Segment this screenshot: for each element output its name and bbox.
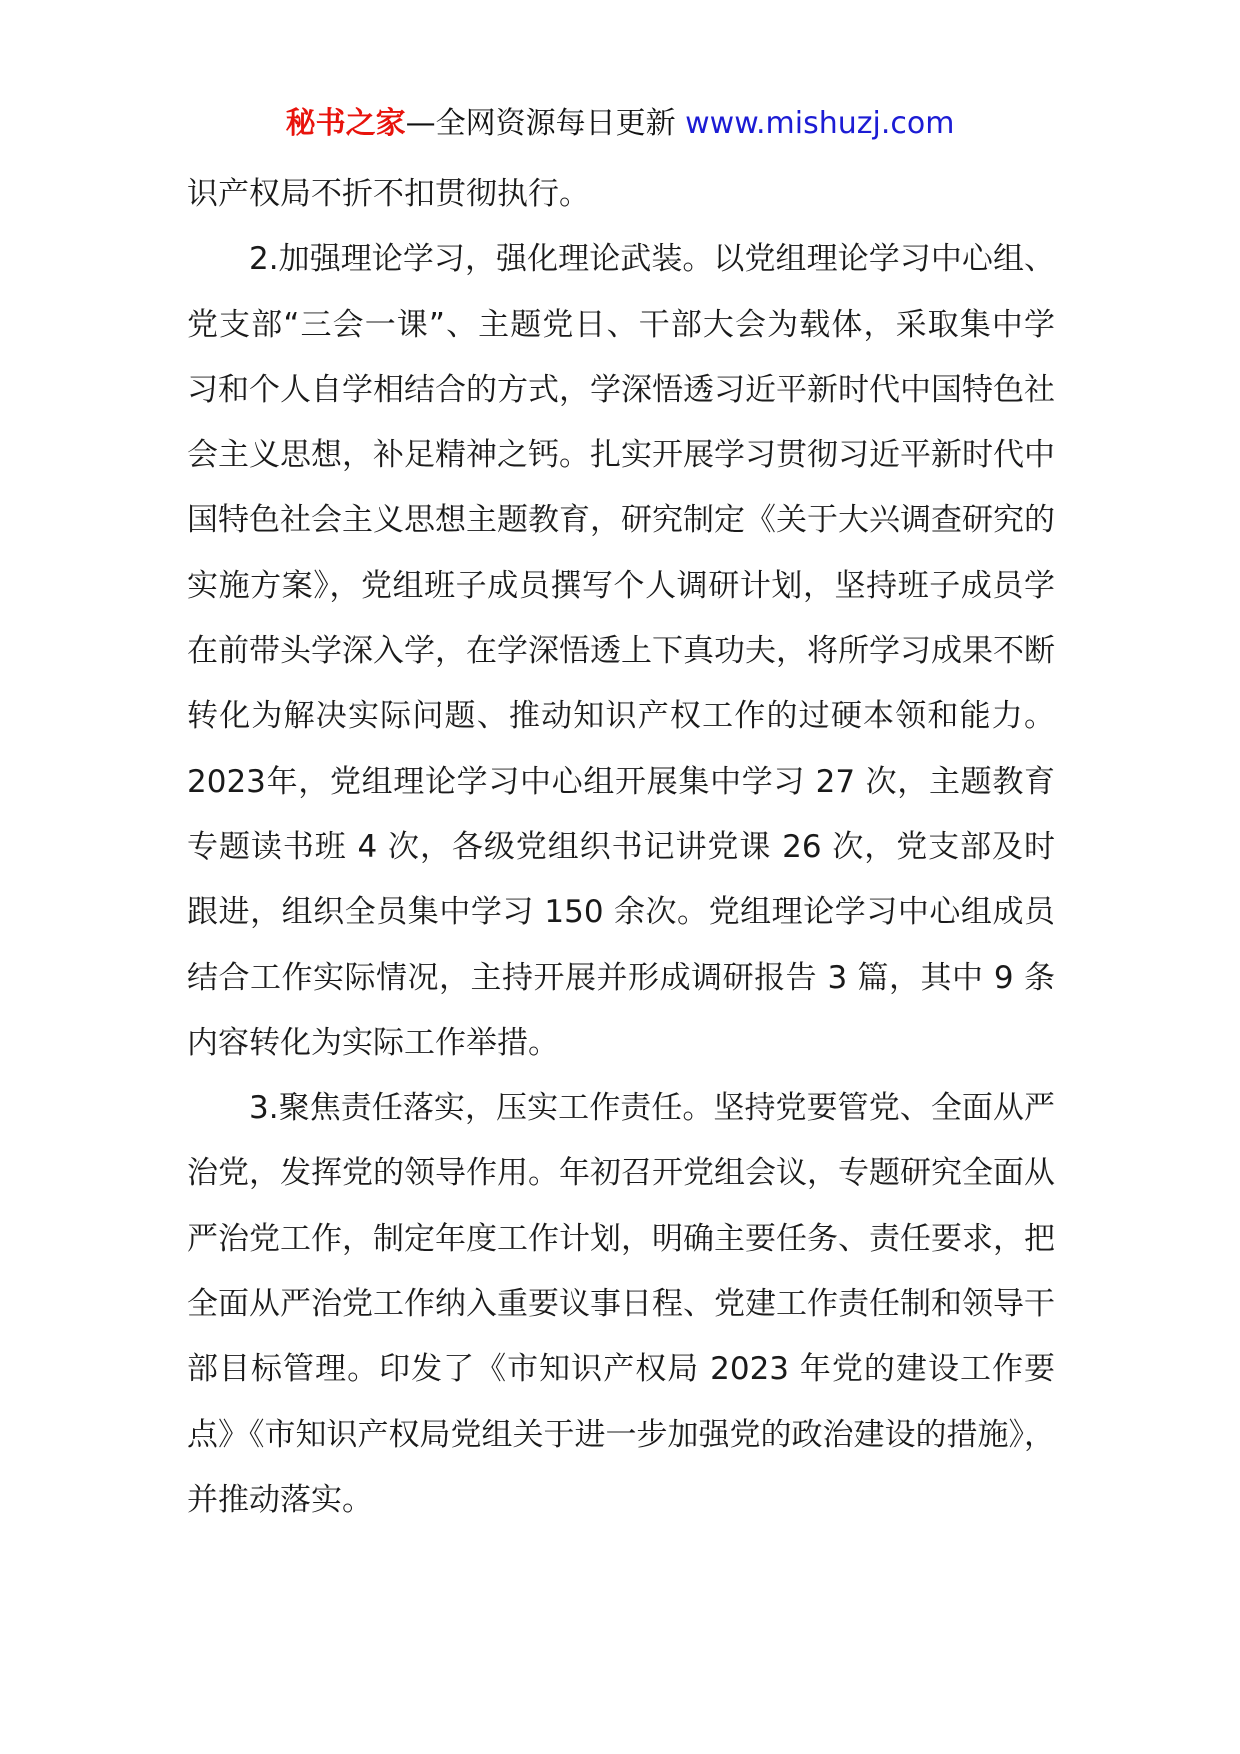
header-tagline: —全网资源每日更新 (405, 106, 686, 141)
document-body (187, 162, 1055, 1533)
paragraph-responsibility: 3.聚焦责任落实，压实工作责任。坚持党要管党、全面从严治党，发挥党的领导作用。年初召开党组会议，专题研究全面从严治党工作，制定年度工作计划，明确主要任务、责任要求，把全面从严治党工作纳入重要议事日程、党建工作责任制和领导干部目标管理。印发了《市知识产权局 2023 年党的建设工作要点》《市知识产权局党组关于进一步加强党的政治建设的措施》，并推动落实。 (187, 1090, 1055, 1518)
brand-name: 秘书之家 (285, 106, 406, 141)
watermark-header (0, 100, 1240, 148)
paragraph-continuation: 识产权局不折不扣贯彻执行。 (187, 176, 590, 212)
site-url[interactable]: www.mishuzj.com (685, 106, 955, 141)
paragraph-theory-study: 2.加强理论学习，强化理论武装。以党组理论学习中心组、党支部“三会一课”、主题党日、干部大会为载体，采取集中学习和个人自学相结合的方式，学深悟透习近平新时代中国特色社会主义思想，补足精神之钙。扎实开展学习贯彻习近平新时代中国特色社会主义思想主题教育，研究制定《关于大兴调查研究的实施方案》，党组班子成员撰写个人调研计划，坚持班子成员学在前带头学深入学，在学深悟透上下真功夫，将所学习成果不断转化为解决实际问题、推动知识产权工作的过硬本领和能力。2023年，党组理论学习中心组开展集中学习 27 次，主题教育专题读书班 4 次，各级党组织书记讲党课 26 次，党支部及时跟进，组织全员集中学习 150 余次。党组理论学习中心组成员结合工作实际情况，主持开展并形成调研报告 3 篇，其中 9 条内容转化为实际工作举措。 (187, 241, 1055, 1061)
